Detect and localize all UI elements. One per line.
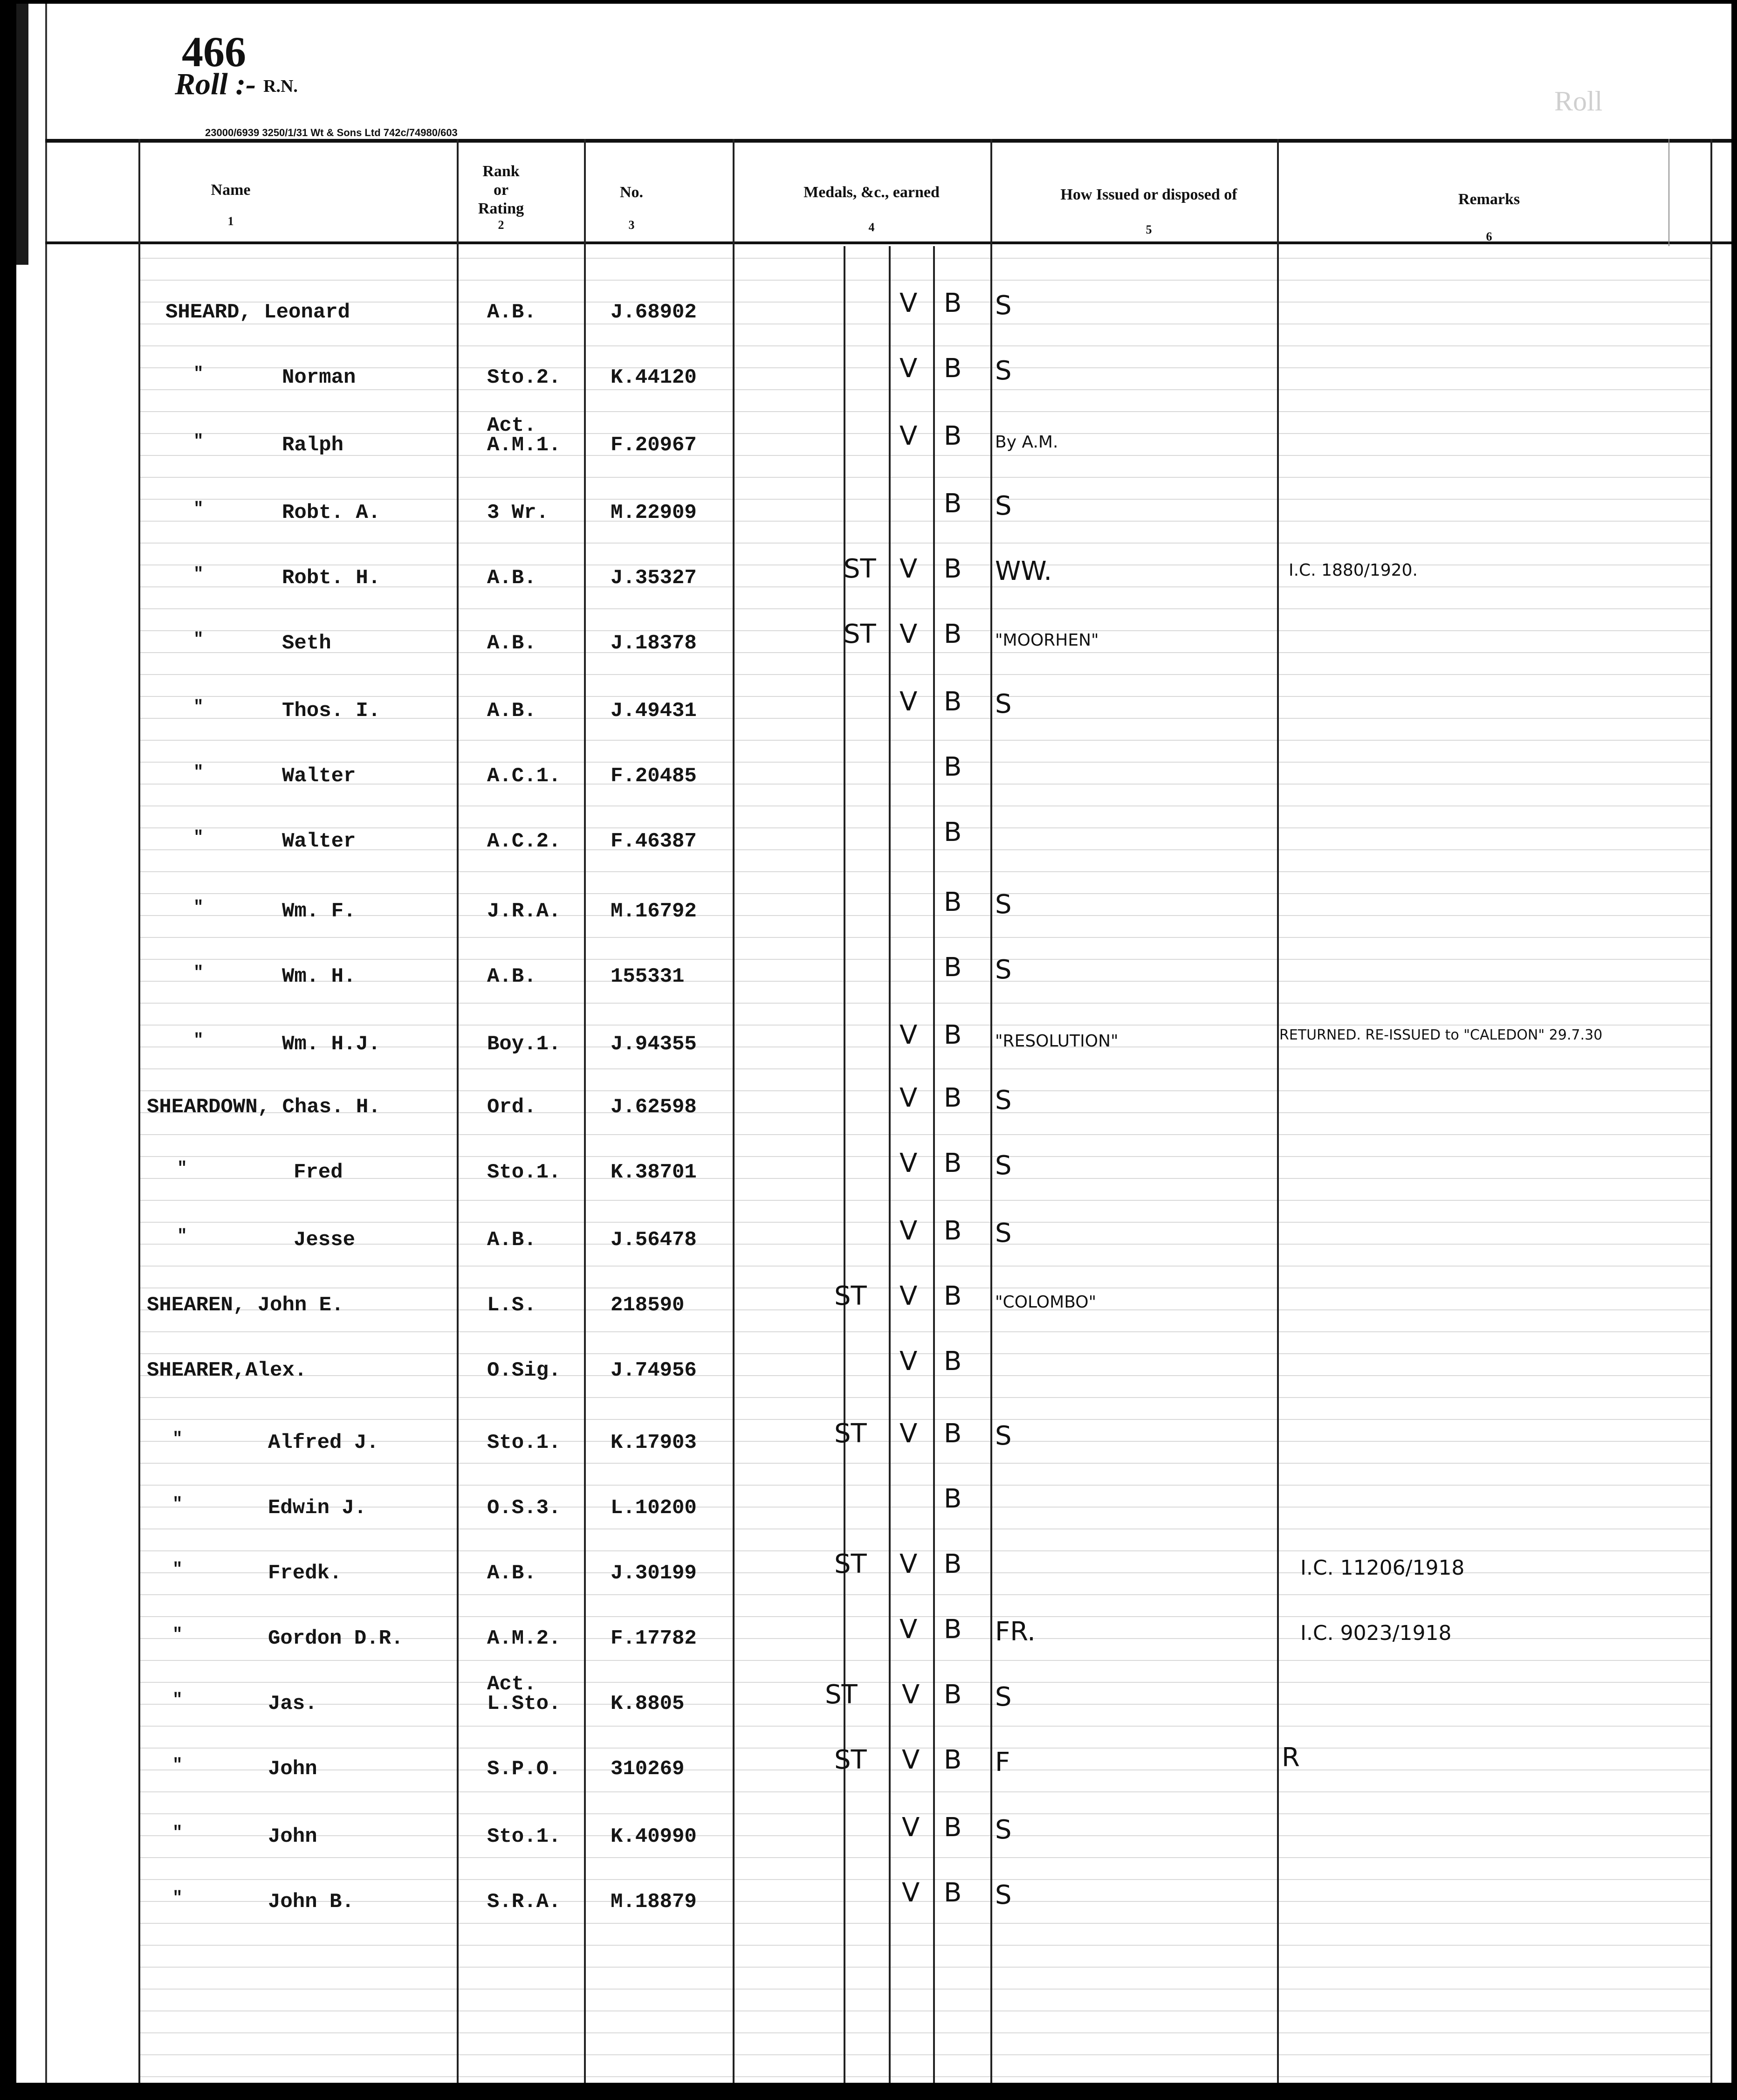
british-war-medal-mark: B bbox=[944, 1418, 962, 1449]
binding-line bbox=[45, 4, 47, 2083]
british-war-medal-mark: B bbox=[944, 1083, 962, 1113]
given-name-cell: Gordon D.R. bbox=[268, 1627, 404, 1650]
rank-cell: A.B. bbox=[487, 566, 536, 590]
issued-cell: WW. bbox=[995, 556, 1052, 586]
surname-cell: SHEARDOWN, Chas. H. bbox=[147, 1095, 381, 1119]
given-name-cell: Edwin J. bbox=[268, 1496, 367, 1520]
ruled-line bbox=[138, 1134, 1710, 1135]
british-war-medal-mark: B bbox=[944, 353, 962, 384]
rank-cell: A.C.2. bbox=[487, 830, 561, 853]
rank-cell: Sto.1. bbox=[487, 1825, 561, 1848]
british-war-medal-mark: B bbox=[944, 687, 962, 717]
ruled-line bbox=[138, 1507, 1710, 1508]
ruled-line bbox=[138, 1901, 1710, 1902]
ruled-line bbox=[138, 1550, 1710, 1551]
ruled-line bbox=[138, 849, 1710, 850]
victory-medal-mark: V bbox=[899, 1614, 918, 1645]
ditto-mark: " bbox=[177, 1226, 187, 1246]
ruled-line bbox=[138, 499, 1710, 500]
given-name-cell: Robt. A. bbox=[282, 501, 381, 524]
rank-prefix-cell: Act. bbox=[487, 1673, 536, 1696]
given-name-cell: Fred bbox=[294, 1161, 343, 1184]
ruled-line bbox=[138, 1090, 1710, 1091]
issued-cell: S bbox=[995, 889, 1012, 920]
ruled-line bbox=[138, 630, 1710, 631]
rank-cell: A.M.1. bbox=[487, 434, 561, 457]
ruled-line bbox=[138, 280, 1710, 281]
col-rule-medals-issued bbox=[990, 139, 992, 2083]
header-medals: Medals, &c., earned bbox=[803, 184, 940, 201]
star-medal-mark: ST bbox=[844, 619, 876, 649]
header-medals-num: 4 bbox=[868, 220, 875, 234]
issued-cell: F bbox=[995, 1747, 1010, 1777]
ditto-mark: " bbox=[172, 1888, 183, 1907]
rank-prefix-cell: Act. bbox=[487, 414, 536, 437]
ruled-line bbox=[138, 1025, 1710, 1026]
ruled-line bbox=[138, 1791, 1710, 1792]
british-war-medal-mark: B bbox=[944, 1680, 962, 1710]
ruled-line bbox=[138, 1309, 1710, 1310]
ruled-line bbox=[138, 1682, 1710, 1683]
british-war-medal-mark: B bbox=[944, 1346, 962, 1377]
star-medal-mark: ST bbox=[834, 1281, 867, 1311]
rank-cell: Boy.1. bbox=[487, 1033, 561, 1056]
given-name-cell: Wm. H.J. bbox=[282, 1033, 381, 1056]
service-number-cell: J.56478 bbox=[611, 1228, 697, 1252]
ruled-line bbox=[138, 740, 1710, 741]
ruled-line bbox=[138, 1003, 1710, 1004]
header-remarks: Remarks bbox=[1458, 191, 1520, 208]
issued-cell: S bbox=[995, 1218, 1012, 1248]
ruled-line bbox=[138, 784, 1710, 785]
issued-cell: S bbox=[995, 1421, 1012, 1451]
victory-medal-mark: V bbox=[899, 1020, 918, 1050]
remarks-cell: I.C. 11206/1918 bbox=[1300, 1556, 1465, 1580]
ruled-line bbox=[138, 389, 1710, 390]
given-name-cell: Wm. H. bbox=[282, 965, 356, 988]
col-rule-medals-c bbox=[933, 246, 935, 2083]
ruled-line bbox=[138, 1419, 1710, 1420]
given-name-cell: Norman bbox=[282, 366, 356, 389]
header-rank: Rank or Rating bbox=[478, 163, 524, 217]
folio-number: 466 bbox=[182, 28, 246, 76]
ruled-line bbox=[138, 1857, 1710, 1858]
ruled-line bbox=[138, 302, 1710, 303]
british-war-medal-mark: B bbox=[944, 752, 962, 782]
surname-cell: SHEARD, Leonard bbox=[165, 301, 350, 324]
ruled-line bbox=[138, 433, 1710, 434]
rank-cell: A.B. bbox=[487, 1562, 536, 1585]
victory-medal-mark: V bbox=[902, 1812, 920, 1843]
ditto-mark: " bbox=[193, 565, 204, 584]
issued-cell: "MOORHEN" bbox=[995, 631, 1099, 650]
british-war-medal-mark: B bbox=[944, 887, 962, 917]
rank-cell: Ord. bbox=[487, 1095, 536, 1119]
victory-medal-mark: V bbox=[899, 687, 918, 717]
rank-cell: Sto.1. bbox=[487, 1431, 561, 1454]
service-number-cell: F.46387 bbox=[611, 830, 697, 853]
ruled-line bbox=[138, 455, 1710, 456]
ruled-line bbox=[138, 1572, 1710, 1573]
rank-cell: L.Sto. bbox=[487, 1692, 561, 1715]
issued-cell: S bbox=[995, 1815, 1012, 1845]
service-number-cell: 218590 bbox=[611, 1294, 685, 1317]
victory-medal-mark: V bbox=[899, 421, 918, 451]
star-medal-mark: ST bbox=[844, 554, 876, 584]
british-war-medal-mark: B bbox=[944, 489, 962, 519]
ruled-line bbox=[138, 1463, 1710, 1464]
ruled-line bbox=[138, 871, 1710, 872]
issued-cell: S bbox=[995, 290, 1012, 321]
service-number-cell: K.38701 bbox=[611, 1161, 697, 1184]
ditto-mark: " bbox=[172, 1625, 183, 1644]
ruled-line bbox=[138, 1813, 1710, 1814]
rank-cell: A.C.1. bbox=[487, 764, 561, 788]
register-page bbox=[16, 4, 1731, 2083]
header-rank-num: 2 bbox=[498, 218, 504, 232]
rank-cell: O.Sig. bbox=[487, 1359, 561, 1382]
british-war-medal-mark: B bbox=[944, 1745, 962, 1775]
victory-medal-mark: V bbox=[899, 1549, 918, 1579]
header-no: No. bbox=[619, 184, 644, 201]
issued-cell: S bbox=[995, 689, 1012, 719]
british-war-medal-mark: B bbox=[944, 1878, 962, 1908]
ruled-line bbox=[138, 1967, 1710, 1968]
service-number-cell: M.18879 bbox=[611, 1890, 697, 1914]
ruled-line bbox=[138, 1748, 1710, 1749]
issued-cell: S bbox=[995, 356, 1012, 386]
rank-cell: A.B. bbox=[487, 699, 536, 723]
british-war-medal-mark: B bbox=[944, 1549, 962, 1579]
given-name-cell: Jesse bbox=[294, 1228, 356, 1252]
service-number-cell: 310269 bbox=[611, 1757, 685, 1781]
roll-value: R.N. bbox=[263, 76, 298, 96]
ditto-mark: " bbox=[193, 364, 204, 383]
ditto-mark: " bbox=[193, 963, 204, 982]
faded-roll-mark: Roll bbox=[1554, 86, 1603, 117]
ditto-mark: " bbox=[172, 1823, 183, 1842]
ruled-line bbox=[138, 1266, 1710, 1267]
ruled-line bbox=[138, 827, 1710, 828]
header-name-num: 1 bbox=[227, 214, 234, 228]
col-rule-remarks-inner bbox=[1668, 139, 1669, 246]
british-war-medal-mark: B bbox=[944, 952, 962, 983]
star-medal-mark: ST bbox=[834, 1418, 867, 1449]
british-war-medal-mark: B bbox=[944, 817, 962, 847]
given-name-cell: Thos. I. bbox=[282, 699, 381, 723]
issued-cell: S bbox=[995, 491, 1012, 521]
ruled-line bbox=[138, 652, 1710, 653]
british-war-medal-mark: B bbox=[944, 1216, 962, 1246]
service-number-cell: J.62598 bbox=[611, 1095, 697, 1119]
service-number-cell: 155331 bbox=[611, 965, 685, 988]
british-war-medal-mark: B bbox=[944, 1484, 962, 1514]
header-issued-num: 5 bbox=[1146, 223, 1152, 236]
ditto-mark: " bbox=[193, 898, 204, 917]
remarks-cell: I.C. 1880/1920. bbox=[1289, 561, 1418, 580]
ditto-mark: " bbox=[172, 1429, 183, 1448]
ruled-line bbox=[138, 1594, 1710, 1595]
ruled-line bbox=[138, 937, 1710, 938]
victory-medal-mark: V bbox=[899, 554, 918, 584]
ruled-line bbox=[138, 1375, 1710, 1376]
ruled-line bbox=[138, 477, 1710, 478]
ditto-mark: " bbox=[193, 763, 204, 782]
ditto-mark: " bbox=[193, 499, 204, 518]
ruled-line bbox=[138, 2032, 1710, 2033]
service-number-cell: L.10200 bbox=[611, 1496, 697, 1520]
rank-cell: A.B. bbox=[487, 632, 536, 655]
ruled-line bbox=[138, 696, 1710, 697]
ruled-line bbox=[138, 1331, 1710, 1332]
star-medal-mark: ST bbox=[825, 1680, 858, 1710]
ruled-line bbox=[138, 2076, 1710, 2077]
issued-cell: FR. bbox=[995, 1617, 1036, 1647]
col-rule-no-medals bbox=[733, 139, 735, 2083]
roll-label: Roll :- bbox=[175, 67, 256, 101]
service-number-cell: J.49431 bbox=[611, 699, 697, 723]
col-rule-name-rank bbox=[457, 139, 459, 2083]
ditto-mark: " bbox=[177, 1159, 187, 1178]
given-name-cell: John bbox=[268, 1757, 317, 1781]
victory-medal-mark: V bbox=[902, 1680, 920, 1710]
victory-medal-mark: V bbox=[899, 1216, 918, 1246]
victory-medal-mark: V bbox=[899, 619, 918, 649]
ruled-line bbox=[138, 258, 1710, 259]
col-rule-medals-b bbox=[889, 246, 891, 2083]
given-name-cell: Jas. bbox=[268, 1692, 317, 1715]
ruled-line bbox=[138, 1923, 1710, 1924]
rank-cell: Sto.1. bbox=[487, 1161, 561, 1184]
victory-medal-mark: V bbox=[899, 1148, 918, 1178]
issued-cell: "RESOLUTION" bbox=[995, 1032, 1119, 1051]
service-number-cell: F.20967 bbox=[611, 434, 697, 457]
victory-medal-mark: V bbox=[899, 1418, 918, 1449]
british-war-medal-mark: B bbox=[944, 1148, 962, 1178]
given-name-cell: John B. bbox=[268, 1890, 354, 1914]
header-name: Name bbox=[211, 181, 251, 199]
rank-cell: 3 Wr. bbox=[487, 501, 549, 524]
ditto-mark: " bbox=[193, 697, 204, 716]
ruled-line bbox=[138, 367, 1710, 368]
given-name-cell: Seth bbox=[282, 632, 331, 655]
ruled-line bbox=[138, 1726, 1710, 1727]
service-number-cell: K.8805 bbox=[611, 1692, 685, 1715]
ruled-line bbox=[138, 608, 1710, 609]
issued-cell: S bbox=[995, 1085, 1012, 1115]
victory-medal-mark: V bbox=[899, 353, 918, 384]
ditto-mark: " bbox=[193, 828, 204, 847]
victory-medal-mark: V bbox=[899, 1281, 918, 1311]
issued-cell: "COLOMBO" bbox=[995, 1293, 1097, 1312]
rank-cell: J.R.A. bbox=[487, 900, 561, 923]
service-number-cell: K.17903 bbox=[611, 1431, 697, 1454]
ruled-line bbox=[138, 1156, 1710, 1157]
victory-medal-mark: V bbox=[899, 1083, 918, 1113]
given-name-cell: Wm. F. bbox=[282, 900, 356, 923]
ditto-mark: " bbox=[172, 1756, 183, 1775]
star-medal-mark: ST bbox=[834, 1549, 867, 1579]
col-rule-right bbox=[1710, 139, 1712, 2083]
ruled-line bbox=[138, 674, 1710, 675]
service-number-cell: J.18378 bbox=[611, 632, 697, 655]
binding-edge bbox=[16, 4, 28, 265]
ruled-line bbox=[138, 2054, 1710, 2055]
col-rule-issued-remarks bbox=[1277, 139, 1279, 2083]
ditto-mark: " bbox=[193, 432, 204, 451]
service-number-cell: K.44120 bbox=[611, 366, 697, 389]
rank-cell: O.S.3. bbox=[487, 1496, 561, 1520]
ruled-line bbox=[138, 1945, 1710, 1946]
ruled-line bbox=[138, 915, 1710, 916]
british-war-medal-mark: B bbox=[944, 1614, 962, 1645]
ruled-line bbox=[138, 345, 1710, 346]
ruled-line bbox=[138, 1178, 1710, 1179]
ruled-line bbox=[138, 543, 1710, 544]
service-number-cell: J.68902 bbox=[611, 301, 697, 324]
star-medal-mark: ST bbox=[834, 1745, 867, 1775]
ruled-line bbox=[138, 1200, 1710, 1201]
ditto-mark: " bbox=[172, 1494, 183, 1514]
british-war-medal-mark: B bbox=[944, 421, 962, 451]
given-name-cell: Walter bbox=[282, 764, 356, 788]
issued-cell: S bbox=[995, 1150, 1012, 1181]
ruled-line bbox=[138, 1704, 1710, 1705]
header-no-num: 3 bbox=[628, 218, 635, 232]
ruled-line bbox=[138, 959, 1710, 960]
british-war-medal-mark: B bbox=[944, 1281, 962, 1311]
rank-cell: A.B. bbox=[487, 301, 536, 324]
ruled-line bbox=[138, 1616, 1710, 1617]
rank-cell: Sto.2. bbox=[487, 366, 561, 389]
service-number-cell: F.17782 bbox=[611, 1627, 697, 1650]
victory-medal-mark: V bbox=[899, 1346, 918, 1377]
rank-cell: A.B. bbox=[487, 1228, 536, 1252]
given-name-cell: Walter bbox=[282, 830, 356, 853]
british-war-medal-mark: B bbox=[944, 1812, 962, 1843]
given-name-cell: Ralph bbox=[282, 434, 344, 457]
ruled-line bbox=[138, 1835, 1710, 1836]
ruled-line bbox=[138, 1660, 1710, 1661]
british-war-medal-mark: B bbox=[944, 1020, 962, 1050]
ditto-mark: " bbox=[193, 1031, 204, 1050]
header-top-rule bbox=[45, 139, 1731, 143]
ruled-line bbox=[138, 1485, 1710, 1486]
service-number-cell: M.22909 bbox=[611, 501, 697, 524]
remarks-cell: RETURNED. RE-ISSUED to "CALEDON" 29.7.30 bbox=[1279, 1027, 1603, 1043]
ruled-line bbox=[138, 1068, 1710, 1069]
british-war-medal-mark: B bbox=[944, 554, 962, 584]
service-number-cell: J.35327 bbox=[611, 566, 697, 590]
col-rule-medals-a bbox=[844, 246, 845, 2083]
ruled-line bbox=[138, 762, 1710, 763]
given-name-cell: Alfred J. bbox=[268, 1431, 379, 1454]
header-issued: How Issued or disposed of bbox=[1060, 186, 1237, 203]
service-number-cell: J.30199 bbox=[611, 1562, 697, 1585]
ruled-line bbox=[138, 893, 1710, 894]
given-name-cell: Robt. H. bbox=[282, 566, 381, 590]
col-rule-rank-no bbox=[584, 139, 586, 2083]
service-number-cell: F.20485 bbox=[611, 764, 697, 788]
given-name-cell: Fredk. bbox=[268, 1562, 342, 1585]
ruled-line bbox=[138, 1244, 1710, 1245]
ditto-mark: " bbox=[172, 1690, 183, 1709]
remarks-cell: I.C. 9023/1918 bbox=[1300, 1621, 1452, 1645]
rank-cell: S.R.A. bbox=[487, 1890, 561, 1914]
ditto-mark: " bbox=[193, 630, 204, 649]
service-number-cell: J.94355 bbox=[611, 1033, 697, 1056]
british-war-medal-mark: B bbox=[944, 619, 962, 649]
ruled-line bbox=[138, 1989, 1710, 1990]
col-rule-left bbox=[138, 139, 140, 2083]
rank-cell: S.P.O. bbox=[487, 1757, 561, 1781]
issued-cell: S bbox=[995, 1682, 1012, 1712]
ruled-line bbox=[138, 1879, 1710, 1880]
ruled-line bbox=[138, 981, 1710, 982]
ruled-line bbox=[138, 1353, 1710, 1354]
issued-cell: By A.M. bbox=[995, 433, 1058, 452]
printer-imprint: 23000/6939 3250/1/31 Wt & Sons Ltd 742c/74980/603 bbox=[205, 127, 458, 138]
surname-cell: SHEARER,Alex. bbox=[147, 1359, 307, 1382]
header-remarks-num: 6 bbox=[1486, 230, 1492, 243]
rank-cell: A.B. bbox=[487, 965, 536, 988]
given-name-cell: John bbox=[268, 1825, 317, 1848]
ruled-line bbox=[138, 1222, 1710, 1223]
victory-medal-mark: V bbox=[899, 288, 918, 318]
service-number-cell: J.74956 bbox=[611, 1359, 697, 1382]
service-number-cell: K.40990 bbox=[611, 1825, 697, 1848]
ruled-line bbox=[138, 1397, 1710, 1398]
ditto-mark: " bbox=[172, 1560, 183, 1579]
ruled-line bbox=[138, 411, 1710, 412]
issued-cell: S bbox=[995, 1880, 1012, 1910]
rank-cell: A.M.2. bbox=[487, 1627, 561, 1650]
issued-cell: S bbox=[995, 955, 1012, 985]
british-war-medal-mark: B bbox=[944, 288, 962, 318]
victory-medal-mark: V bbox=[902, 1745, 920, 1775]
remarks-cell: R bbox=[1282, 1742, 1300, 1773]
surname-cell: SHEAREN, John E. bbox=[147, 1294, 344, 1317]
victory-medal-mark: V bbox=[902, 1878, 920, 1908]
service-number-cell: M.16792 bbox=[611, 900, 697, 923]
rank-cell: L.S. bbox=[487, 1294, 536, 1317]
ruled-line bbox=[138, 2010, 1710, 2011]
